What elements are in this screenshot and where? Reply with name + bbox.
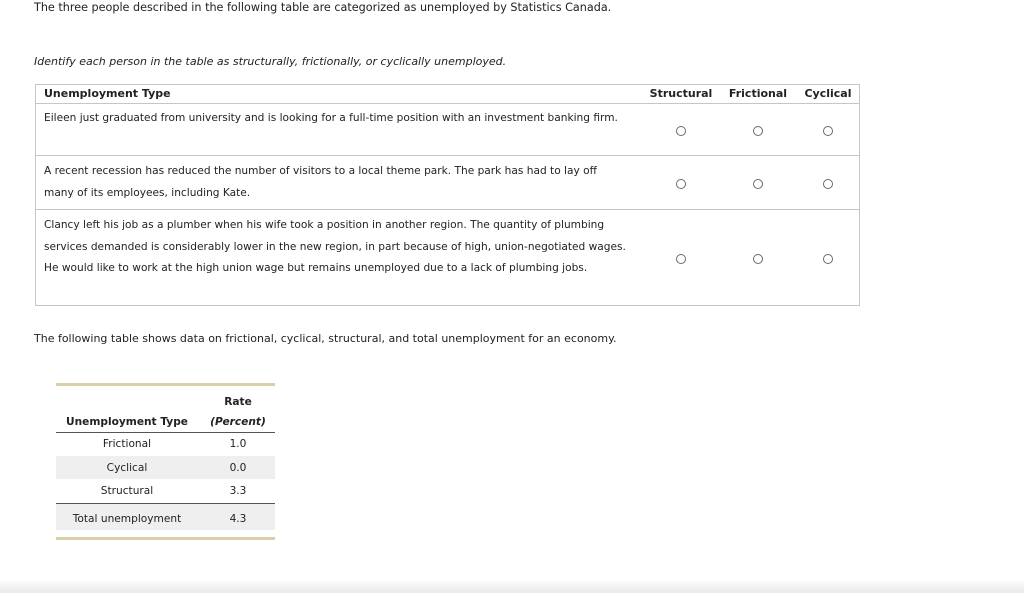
unemployment-data-table — [56, 383, 275, 541]
row-rate: 3.3 — [229, 485, 247, 497]
radio-clancy-frictional[interactable] — [753, 254, 763, 264]
data-intro-text: The following table shows data on frictional, cyclical, structural, and total unemployment for an economy. — [34, 332, 617, 345]
radio-eileen-cyclical[interactable] — [823, 126, 833, 136]
column-header-cyclical: Cyclical — [804, 87, 852, 100]
total-rate: 4.3 — [229, 513, 247, 525]
bottom-rule — [56, 537, 275, 540]
radio-kate-frictional[interactable] — [753, 179, 763, 189]
radio-eileen-structural[interactable] — [676, 126, 686, 136]
radio-kate-cyclical[interactable] — [823, 179, 833, 189]
row-rate: 1.0 — [229, 438, 247, 450]
row-type: Cyclical — [106, 462, 148, 474]
radio-eileen-frictional[interactable] — [753, 126, 763, 136]
top-rule — [56, 383, 275, 386]
row-description: Clancy left his job as a plumber when his wife took a position in another region. The quantity of plumbing services demanded is considerably lower in the new region, in part because of high, union-negotiated wages. He would like to work at the high union wage but remains unemployed due to a lack of plumbing jobs. — [44, 219, 626, 274]
radio-kate-structural[interactable] — [676, 179, 686, 189]
row-description: A recent recession has reduced the number of visitors to a local theme park. The park has had to lay off many of its employees, including Kate. — [44, 165, 597, 199]
column-header-frictional: Frictional — [728, 87, 788, 100]
unemployment-type-header: Unemployment Type — [66, 416, 188, 428]
classification-table-header — [36, 85, 859, 104]
row-type: Structural — [100, 485, 154, 497]
intro-text: The three people described in the following table are categorized as unemployed by Statistics Canada. — [34, 1, 612, 14]
radio-clancy-structural[interactable] — [676, 254, 686, 264]
row-rate: 0.0 — [229, 462, 247, 474]
instruction-text: Identify each person in the table as structurally, frictionally, or cyclically unemployed. — [34, 55, 507, 68]
table-row — [36, 156, 859, 210]
bottom-fade — [0, 579, 1024, 593]
classification-table — [35, 84, 860, 306]
unemployment-type-header: Unemployment Type — [44, 87, 171, 100]
radio-clancy-cyclical[interactable] — [823, 254, 833, 264]
rate-header: Rate — [224, 396, 252, 408]
column-header-structural: Structural — [649, 87, 713, 100]
row-type: Frictional — [102, 438, 152, 450]
header-divider — [56, 432, 275, 433]
row-description: Eileen just graduated from university and is looking for a full-time position with an investment banking firm. — [44, 112, 618, 124]
table-row — [36, 103, 859, 156]
table-row — [36, 210, 859, 306]
rate-unit-header: (Percent) — [210, 416, 266, 428]
total-label: Total unemployment — [72, 513, 182, 525]
